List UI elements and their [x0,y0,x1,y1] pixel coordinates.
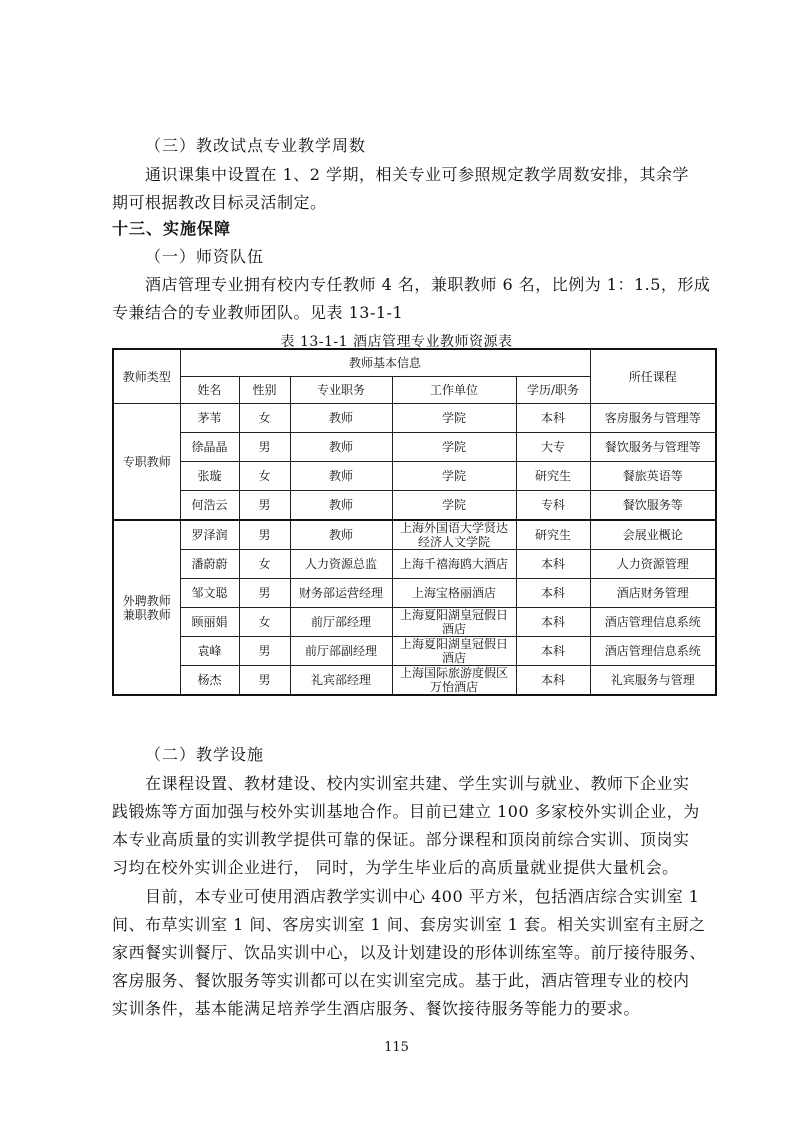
cell-position: 前厅部副经理 [290,637,392,666]
paragraph-line: 期可根据教改目标灵活制定。 [112,193,327,212]
header-unit: 工作单位 [392,377,516,404]
cell-gender: 男 [239,520,290,550]
paragraph-line: 践锻炼等方面加强与校外实训基地合作。目前已建立 100 多家校外实训企业，为 [112,802,700,821]
cell-unit: 学院 [392,491,516,521]
cell-gender: 男 [239,491,290,521]
cell-unit: 上海夏阳湖皇冠假日 酒店 [392,637,516,666]
group-label-fulltime: 专职教师 [113,404,180,521]
cell-name: 茅苇 [180,404,239,433]
header-basic-info: 教师基本信息 [180,349,590,377]
table-row [113,462,716,491]
cell-degree: 本科 [516,550,590,579]
table-row [113,666,716,696]
cell-name: 顾丽娟 [180,608,239,637]
cell-degree: 专科 [516,491,590,521]
paragraph-line: 通识课集中设置在 1、2 学期，相关专业可参照规定教学周数安排，其余学 [145,165,690,184]
cell-course: 餐饮服务等 [590,491,716,521]
group-label-parttime: 外聘教师 兼职教师 [113,520,180,695]
cell-degree: 本科 [516,666,590,696]
cell-name: 张璇 [180,462,239,491]
cell-course: 酒店管理信息系统 [590,637,716,666]
cell-unit: 上海夏阳湖皇冠假日 酒店 [392,608,516,637]
cell-course: 客房服务与管理等 [590,404,716,433]
header-position: 专业职务 [290,377,392,404]
table-row [113,579,716,608]
cell-gender: 女 [239,550,290,579]
header-course: 所任课程 [590,349,716,404]
chapter-heading: 十三、实施保障 [112,219,232,238]
cell-course: 餐饮服务与管理等 [590,433,716,462]
cell-position: 教师 [290,491,392,521]
paragraph-line: 间、布草实训室 1 间、客房实训室 1 间、套房实训室 1 套。相关实训室有主厨之 [112,915,706,934]
paragraph-line: 实训条件，基本能满足培养学生酒店服务、餐饮接待服务等能力的要求。 [112,999,641,1018]
cell-name: 邹文聪 [180,579,239,608]
cell-gender: 女 [239,404,290,433]
paragraph-line: 酒店管理专业拥有校内专任教师 4 名，兼职教师 6 名，比例为 1：1.5，形成 [145,275,711,294]
cell-unit: 上海千禧海鸥大酒店 [392,550,516,579]
cell-course: 酒店管理信息系统 [590,608,716,637]
cell-course: 会展业概论 [590,520,716,550]
cell-position: 教师 [290,462,392,491]
cell-position: 财务部运营经理 [290,579,392,608]
cell-degree: 本科 [516,404,590,433]
cell-degree: 研究生 [516,520,590,550]
teacher-table [112,348,717,696]
cell-course: 人力资源管理 [590,550,716,579]
cell-name: 潘蔚蔚 [180,550,239,579]
header-name: 姓名 [180,377,239,404]
section-heading-1: （一）师资队伍 [145,247,265,266]
cell-unit: 学院 [392,433,516,462]
cell-name: 徐晶晶 [180,433,239,462]
page-number: 115 [384,1040,409,1055]
cell-position: 教师 [290,520,392,550]
table-row [113,550,716,579]
header-gender: 性别 [239,377,290,404]
cell-degree: 本科 [516,608,590,637]
cell-course: 酒店财务管理 [590,579,716,608]
cell-unit: 上海国际旅游度假区 万怡酒店 [392,666,516,696]
table-row [113,608,716,637]
cell-unit: 上海外国语大学贤达 经济人文学院 [392,520,516,550]
table-row [113,433,716,462]
paragraph-line: 在课程设置、教材建设、校内实训室共建、学生实训与就业、教师下企业实 [145,774,690,793]
cell-name: 杨杰 [180,666,239,696]
table-caption: 表 13-1-1 酒店管理专业教师资源表 [280,334,513,350]
cell-gender: 女 [239,608,290,637]
table-header-row [113,349,716,377]
table-row [113,491,716,521]
paragraph-line: 家西餐实训餐厅、饮品实训中心，以及计划建设的形体训练室等。前厅接待服务、 [112,943,707,962]
cell-name: 袁峰 [180,637,239,666]
paragraph-line: 专兼结合的专业教师团队。见表 13-1-1 [112,303,404,322]
cell-position: 教师 [290,433,392,462]
cell-gender: 男 [239,433,290,462]
cell-name: 何浩云 [180,491,239,521]
cell-degree: 本科 [516,637,590,666]
cell-gender: 女 [239,462,290,491]
paragraph-line: 习均在校外实训企业进行， 同时，为学生毕业后的高质量就业提供大量机会。 [112,858,679,877]
table-row [113,637,716,666]
table-row [113,404,716,433]
cell-gender: 男 [239,637,290,666]
cell-name: 罗泽润 [180,520,239,550]
cell-position: 前厅部经理 [290,608,392,637]
header-degree: 学历/职务 [516,377,590,404]
cell-course: 礼宾服务与管理 [590,666,716,696]
cell-position: 人力资源总监 [290,550,392,579]
table-row [113,520,716,550]
section-heading-2: （二）教学设施 [145,745,265,764]
cell-course: 餐旅英语等 [590,462,716,491]
paragraph-line: 目前，本专业可使用酒店教学实训中心 400 平方米，包括酒店综合实训室 1 [145,887,700,906]
cell-degree: 研究生 [516,462,590,491]
paragraph-line: 本专业高质量的实训教学提供可靠的保证。部分课程和顶岗前综合实训、顶岗实 [112,830,690,849]
cell-gender: 男 [239,666,290,696]
cell-degree: 大专 [516,433,590,462]
header-teacher-type: 教师类型 [113,349,180,404]
cell-position: 礼宾部经理 [290,666,392,696]
cell-gender: 男 [239,579,290,608]
cell-unit: 学院 [392,462,516,491]
cell-unit: 学院 [392,404,516,433]
cell-position: 教师 [290,404,392,433]
section-heading-3: （三）教改试点专业教学周数 [145,136,367,155]
cell-degree: 本科 [516,579,590,608]
paragraph-line: 客房服务、餐饮服务等实训都可以在实训室完成。基于此，酒店管理专业的校内 [112,971,690,990]
cell-unit: 上海宝格丽酒店 [392,579,516,608]
